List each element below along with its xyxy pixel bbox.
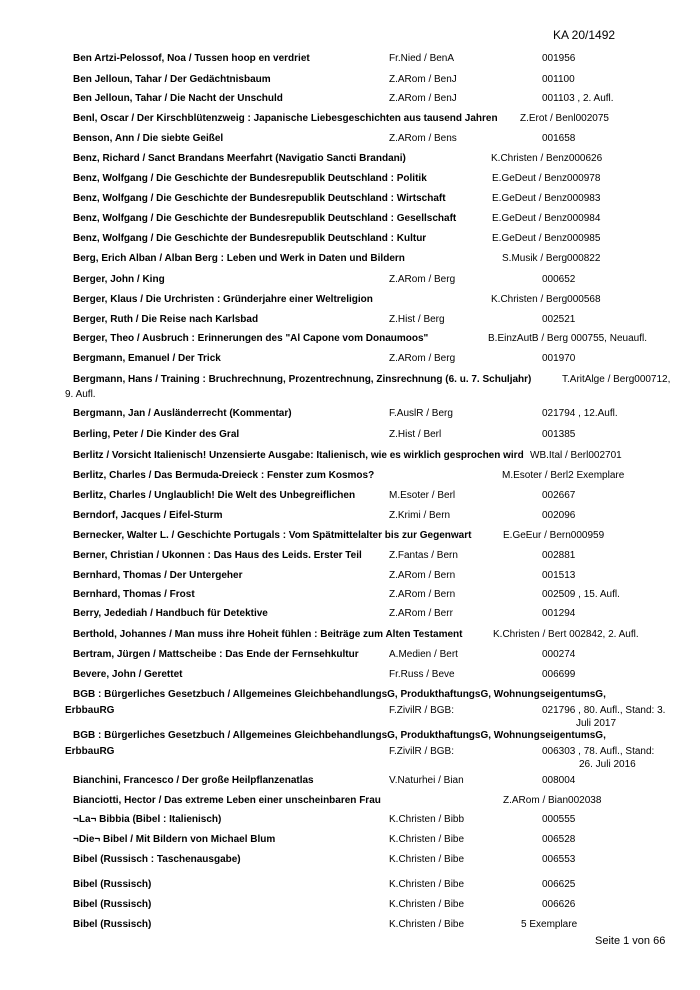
document-id: KA 20/1492 — [553, 28, 616, 42]
entry-title: Berg, Erich Alban / Alban Berg : Leben und Werk in Daten und Bildern — [73, 253, 405, 264]
entry-title-continued: ErbbauRG — [65, 705, 115, 716]
entry-shelf: M.Esoter / Berl — [389, 490, 456, 501]
entry-number: 002667 — [542, 490, 576, 501]
entry-title: Bibel (Russisch) — [73, 879, 152, 890]
entry-title: Bergmann, Emanuel / Der Trick — [73, 353, 221, 364]
entry-title: Bianchini, Francesco / Der große Heilpflanzenatlas — [73, 775, 314, 786]
entry-shelf: Z.ARom / Bens — [389, 133, 457, 144]
entry-title: Bibel (Russisch : Taschenausgabe) — [73, 854, 241, 865]
entry-number: 002881 — [542, 550, 576, 561]
entry-number: 008004 — [542, 775, 576, 786]
entry-title: BGB : Bürgerliches Gesetzbuch / Allgemeines GleichbehandlungsG, ProdukthaftungsG, WohnungseigentumsG, — [73, 730, 606, 741]
entry-title: Berger, Theo / Ausbruch : Erinnerungen des "Al Capone vom Donaumoos" — [73, 333, 429, 344]
entry-title: Benz, Wolfgang / Die Geschichte der Bundesrepublik Deutschland : Politik — [73, 173, 427, 184]
entry-title: Berger, Ruth / Die Reise nach Karlsbad — [73, 314, 259, 325]
entry-number: 006625 — [542, 879, 576, 890]
entry-shelf-number: M.Esoter / Berl2 Exemplare — [502, 470, 625, 481]
entry-shelf: Z.Fantas / Bern — [389, 550, 458, 561]
entry-title: Berlitz / Vorsicht Italienisch! Unzensierte Ausgabe: Italienisch, wie es wirklich gesprochen wird — [73, 450, 524, 461]
entry-shelf: Z.ARom / Bern — [389, 570, 456, 581]
entry-title: Benz, Wolfgang / Die Geschichte der Bundesrepublik Deutschland : Gesellschaft — [73, 213, 457, 224]
entry-title: Bergmann, Jan / Ausländerrecht (Kommentar) — [73, 408, 292, 419]
entry-shelf: K.Christen / Bibb — [389, 814, 465, 825]
entry-title: Ben Jelloun, Tahar / Die Nacht der Unschuld — [73, 93, 283, 104]
entry-title-continued: ErbbauRG — [65, 746, 115, 757]
entry-number: 002096 — [542, 510, 576, 521]
entry-number: 006699 — [542, 669, 576, 680]
entry-shelf: V.Naturhei / Bian — [389, 775, 464, 786]
entry-number: 002509 , 15. Aufl. — [542, 589, 620, 600]
entry-shelf-number: E.GeDeut / Benz000978 — [492, 173, 601, 184]
entry-number: 006303 , 78. Aufl., Stand: — [542, 746, 655, 757]
entry-shelf-number: E.GeDeut / Benz000985 — [492, 233, 601, 244]
entry-number: 021796 , 80. Aufl., Stand: 3. — [542, 705, 666, 716]
page-footer: Seite 1 von 66 — [595, 935, 666, 947]
entry-shelf: Z.Krimi / Bern — [389, 510, 451, 521]
entry-title: Ben Artzi-Pelossof, Noa / Tussen hoop en verdriet — [73, 53, 310, 64]
entry-title: Benl, Oscar / Der Kirschblütenzweig : Japanische Liebesgeschichten aus tausend Jahren — [73, 113, 498, 124]
entry-shelf-number: K.Christen / Bert 002842, 2. Aufl. — [493, 629, 639, 640]
entry-number-continued: 26. Juli 2016 — [579, 759, 636, 770]
entry-number: 000274 — [542, 649, 576, 660]
entry-title: Berling, Peter / Die Kinder des Gral — [73, 429, 240, 440]
entry-shelf: K.Christen / Bibe — [389, 879, 465, 890]
entry-shelf: F.ZivilR / BGB: — [389, 746, 455, 757]
entry-number: 021794 , 12.Aufl. — [542, 408, 618, 419]
entry-shelf-number: K.Christen / Berg000568 — [491, 294, 601, 305]
entry-title: Benz, Wolfgang / Die Geschichte der Bundesrepublik Deutschland : Kultur — [73, 233, 427, 244]
entry-shelf: Z.ARom / BenJ — [389, 74, 457, 85]
entry-title: Benz, Wolfgang / Die Geschichte der Bundesrepublik Deutschland : Wirtschaft — [73, 193, 446, 204]
entry-title: Bernhard, Thomas / Frost — [73, 589, 195, 600]
entry-title: Benz, Richard / Sanct Brandans Meerfahrt (Navigatio Sancti Brandani) — [73, 153, 406, 164]
entry-shelf-number: E.GeDeut / Benz000984 — [492, 213, 601, 224]
entry-title: Berner, Christian / Ukonnen : Das Haus des Leids. Erster Teil — [73, 550, 362, 561]
entry-shelf: Fr.Nied / BenA — [389, 53, 455, 64]
entry-shelf-number: E.GeDeut / Benz000983 — [492, 193, 601, 204]
entry-shelf: A.Medien / Bert — [389, 649, 458, 660]
entry-number: 001513 — [542, 570, 576, 581]
entry-shelf: K.Christen / Bibe — [389, 919, 465, 930]
entry-shelf: K.Christen / Bibe — [389, 854, 465, 865]
entry-continuation: 9. Aufl. — [65, 389, 96, 400]
entry-shelf: K.Christen / Bibe — [389, 834, 465, 845]
entry-number: 5 Exemplare — [521, 919, 578, 930]
entry-shelf-number: T.AritAlge / Berg000712, — [562, 374, 671, 385]
entry-title: Bevere, John / Gerettet — [73, 669, 183, 680]
entry-shelf: Z.ARom / Bern — [389, 589, 456, 600]
entry-title: Berger, John / King — [73, 274, 165, 285]
entry-title: Bertram, Jürgen / Mattscheibe : Das Ende der Fernsehkultur — [73, 649, 359, 660]
entry-shelf: F.ZivilR / BGB: — [389, 705, 455, 716]
entry-shelf: Fr.Russ / Beve — [389, 669, 455, 680]
entry-title: ¬Die¬ Bibel / Mit Bildern von Michael Blum — [73, 834, 276, 845]
entry-number: 006553 — [542, 854, 576, 865]
entry-number: 001294 — [542, 608, 576, 619]
entry-shelf: Z.ARom / Berr — [389, 608, 453, 619]
entry-shelf: Z.Hist / Berl — [389, 429, 442, 440]
entry-shelf: K.Christen / Bibe — [389, 899, 465, 910]
entry-number-continued: Juli 2017 — [576, 718, 617, 729]
entry-title: Bernecker, Walter L. / Geschichte Portugals : Vom Spätmittelalter bis zur Gegenwart — [73, 530, 472, 541]
entry-title: Bibel (Russisch) — [73, 899, 152, 910]
entry-title: Berlitz, Charles / Das Bermuda-Dreieck : Fenster zum Kosmos? — [73, 470, 375, 481]
entry-title: BGB : Bürgerliches Gesetzbuch / Allgemeines GleichbehandlungsG, ProdukthaftungsG, WohnungseigentumsG, — [73, 689, 606, 700]
entry-number: 006528 — [542, 834, 576, 845]
entry-title: Bibel (Russisch) — [73, 919, 152, 930]
entry-title: Berlitz, Charles / Unglaublich! Die Welt des Unbegreiflichen — [73, 490, 356, 501]
entry-shelf-number: S.Musik / Berg000822 — [502, 253, 601, 264]
entry-title: Bianciotti, Hector / Das extreme Leben einer unscheinbaren Frau — [73, 795, 381, 806]
entry-title: Berthold, Johannes / Man muss ihre Hoheit fühlen : Beiträge zum Alten Testament — [73, 629, 463, 640]
entry-shelf: Z.ARom / Berg — [389, 274, 456, 285]
entry-shelf-number: B.EinzAutB / Berg 000755, Neuaufl. — [488, 333, 647, 344]
entry-title: Ben Jelloun, Tahar / Der Gedächtnisbaum — [73, 74, 271, 85]
entry-number: 001970 — [542, 353, 576, 364]
entry-title: Bergmann, Hans / Training : Bruchrechnung, Prozentrechnung, Zinsrechnung (6. u. 7. Schuljahr) — [73, 374, 532, 385]
entry-number: 001103 , 2. Aufl. — [542, 93, 614, 104]
entry-title: Bernhard, Thomas / Der Untergeher — [73, 570, 243, 581]
entry-shelf-number: WB.Ital / Berl002701 — [530, 450, 622, 461]
entry-number: 000555 — [542, 814, 576, 825]
entry-title: Benson, Ann / Die siebte Geißel — [73, 133, 224, 144]
entry-shelf-number: E.GeEur / Bern000959 — [503, 530, 605, 541]
entry-shelf: F.AuslR / Berg — [389, 408, 453, 419]
entry-title: Berry, Jedediah / Handbuch für Detektive — [73, 608, 268, 619]
entry-title: Berger, Klaus / Die Urchristen : Gründerjahre einer Weltreligion — [73, 294, 373, 305]
entry-shelf: Z.ARom / Berg — [389, 353, 456, 364]
entry-number: 000652 — [542, 274, 576, 285]
entry-shelf-number: Z.ARom / Bian002038 — [503, 795, 602, 806]
entry-title: Berndorf, Jacques / Eifel-Sturm — [73, 510, 223, 521]
entry-number: 001956 — [542, 53, 576, 64]
entry-number: 001658 — [542, 133, 576, 144]
entry-shelf: Z.Hist / Berg — [389, 314, 445, 325]
entry-shelf: Z.ARom / BenJ — [389, 93, 457, 104]
entry-number: 006626 — [542, 899, 576, 910]
entry-title: ¬La¬ Bibbia (Bibel : Italienisch) — [73, 814, 222, 825]
entry-number: 001385 — [542, 429, 576, 440]
entry-shelf-number: Z.Erot / Benl002075 — [520, 113, 609, 124]
entry-number: 002521 — [542, 314, 576, 325]
entry-shelf-number: K.Christen / Benz000626 — [491, 153, 603, 164]
entry-number: 001100 — [542, 74, 575, 85]
